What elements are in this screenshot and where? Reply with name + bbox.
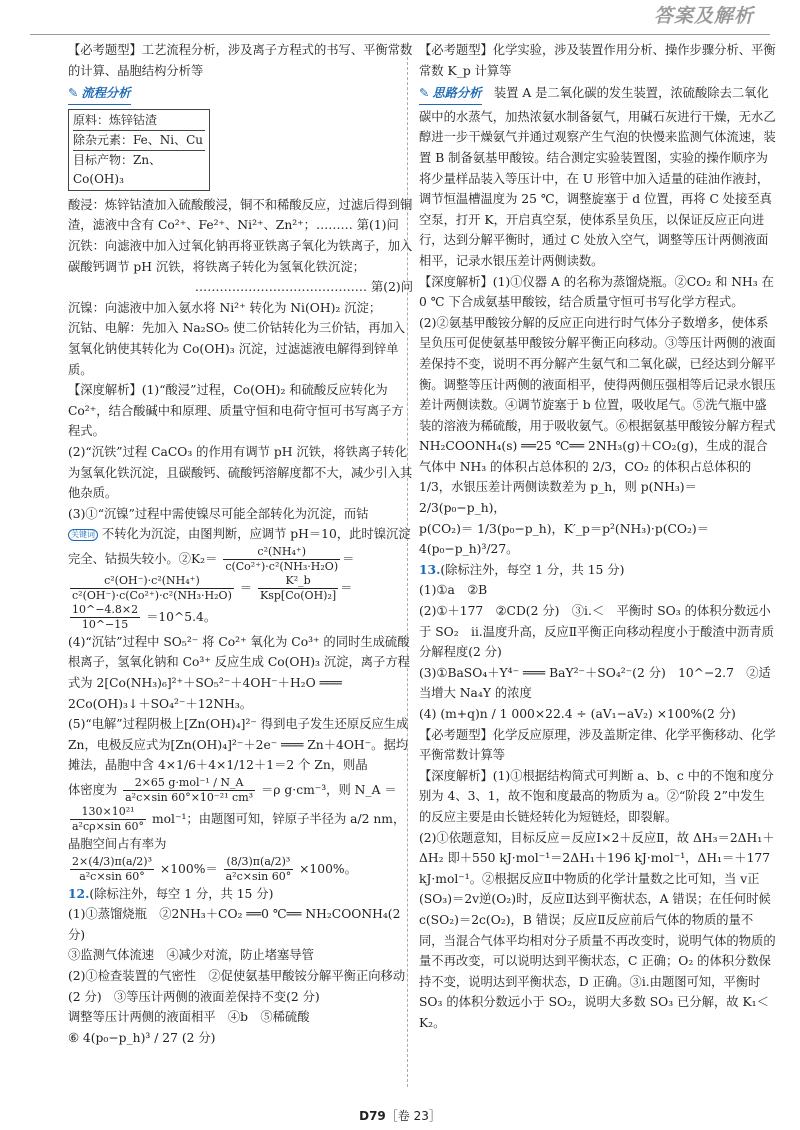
nickel-precip-text: 沉镍：向滤液中加入氨水将 Ni²⁺ 转化为 Ni(OH)₂ 沉淀； [68, 300, 382, 315]
deep-analysis-5: (5)“电解”过程阴极上[Zn(OH)₄]²⁻ 得到电子发生还原反应生成 Zn，电极反应式为[Zn(OH)₄]²⁻＋2e⁻ ═══ Zn＋4OH⁻。据均摊法，晶胞中含 4×1/6＋4×1/12＋1＝2 个 Zn，则晶 [68, 717, 409, 773]
keyword-stamp: 关键词 [68, 529, 98, 541]
iron-precip-ref: …………………………………… 第(2)问 [194, 280, 413, 295]
question-12-header: 12.(除标注外，每空 1 分，共 15 分) [68, 885, 274, 901]
box-raw-material: 原料：炼锌钴渣 [73, 111, 205, 131]
left-column [68, 40, 413, 1048]
k2-fraction: $\frac{\text{c²(NH₄⁺)}}{\text{c(Co²⁺)·c²(NH₃·H₂O)}}$ [225, 544, 339, 573]
box-impurities: 除杂元素：Fe、Ni、Cu [73, 131, 205, 151]
flow-info-box [68, 109, 210, 191]
deep-analysis-12-1: 【深度解析】(1)①仪器 A 的名称为蒸馏烧瓶。②CO₂ 和 NH₃ 在 0 ℃ 下合成氨基甲酸铵，结合质量守恒可书写化学方程式。 [419, 274, 774, 310]
occupancy-line: $\frac{\text{2×(4/3)π(a/2)³}}{\text{a²c×sin 60°}}$ ×100%＝ $\frac{\text{(8/3)π(a/2)³}}{\text{a²c×sin 60°}}$ ×100%。 [72, 854, 357, 883]
pen-icon: ✎ [419, 86, 430, 101]
deep-analysis-1: 【深度解析】(1)“酸浸”过程，Co(OH)₂ 和硫酸反应转化为 Co²⁺，结合酸碱中和原理、质量守恒和电荷守恒可书写离子方程式。 [68, 383, 404, 439]
q12-answer-4: 调整等压计两侧的液面相平 ④b ⑤稀硫酸 [68, 1010, 310, 1025]
deep-analysis-12-2: (2)②氨基甲酸铵分解的反应正向进行时气体分子数增多，使体系呈负压可促使氨基甲酸铵分解平衡正向移动。③等压计两侧的液面差保持不变，说明不再分解产生氨气和二氧化碳，已经达到分解平衡。调整等压计两侧的液面相平，使得两侧压强相等后记录水银压差计两侧读数。④调节旋塞于 b 位置，吸收尾气。⑤洗气瓶中盛装的溶液为稀硫酸，用于吸收氨气。⑥根据氨基甲酸铵分解方程式 [419, 315, 776, 433]
box-target-products: 目标产物：Zn、Co(OH)₃ [73, 152, 162, 186]
must-test-type-11: 【必考题型】工艺流程分析，涉及离子方程式的书写、平衡常数的计算、晶胞结构分析等 [68, 43, 413, 78]
q12-answer-3: (2)①检查装置的气密性 ②促使氨基甲酸铵分解平衡正向移动(2 分) ③等压计两侧的液面差保持不变(2 分) [68, 969, 406, 1004]
deep-analysis-13-1: 【深度解析】(1)①根据结构简式可判断 a、b、c 中的不饱和度分别为 4、3、1，故不饱和度最高的物质为 a。②“阶段 2”中发生的反应主要是由长链烃转化为短链烃，即裂解。 [419, 768, 774, 824]
volume-number: ［卷 23］ [385, 1109, 441, 1123]
k2-equation-line: $\frac{\text{c²(OH⁻)·c²(NH₄⁺)}}{\text{c²(OH⁻)·c(Co²⁺)·c²(NH₃·H₂O)}}$ ＝ $\frac{\text{K²\_b}}{\text{Ksp[Co(OH)₂]}}$ ＝ [72, 573, 353, 602]
deep-analysis-3b: 关键词 不转化为沉淀，由图判断，应调节 pH＝10，此时镍沉淀完全、钴损失较小。②K₂＝ $\frac{\text{c²(NH₄⁺)}}{\text{c(Co²⁺)·c²(NH₃·H₂O)}}$ ＝ [68, 527, 411, 573]
pen-icon: ✎ [68, 86, 79, 101]
q13-answer-4: (4) (m+q)n / 1 000×22.4 ÷ (aV₁−aV₂) ×100%(2 分) [419, 707, 736, 721]
thinking-analysis: ✎ 思路分析 装置 A 是二氧化碳的发生装置，浓硫酸除去二氧化碳中的水蒸气，加热浓氨水制备氨气，用碱石灰进行干燥，无水乙醇进一步干燥氨气并通过观察产生气泡的快慢来监测气体流速，装置 B 制备氨基甲酸铵。结合测定实验装置图，实验的操作顺序为将少量样品装入等压计中，在 U 形管中加入适量的硅油作液封，调节恒温槽温度为 25 ℃，调整旋塞于 d 位置，再将 C 处接至真空泵，打开 K，开启真空泵，使体系呈负压，以保证反应正向进行，达到分解平衡时，通过 C 处放入空气，调整等压计两侧液面相平，记录水银压差计两侧读数。 [419, 81, 777, 271]
deep-analysis-2: (2)“沉铁”过程 CaCO₃ 的作用有调节 pH 沉铁，将铁离子转化为氢氧化铁沉淀，且碳酸钙、硫酸钙溶解度都不大，减少引入其他杂质。 [68, 444, 413, 501]
q12-answer-2: ③监测气体流速 ④减少对流，防止堵塞导管 [68, 948, 314, 963]
deep-analysis-13-2: (2)①依题意知，目标反应＝反应Ⅰ×2＋反应Ⅱ，故 ΔH₃＝2ΔH₁＋ΔH₂ 即＋550 kJ·mol⁻¹＝2ΔH₁＋196 kJ·mol⁻¹，ΔH₁＝＋177 kJ·mol⁻¹。②根据反应Ⅱ中物质的化学计量数之比可知，当 v正(SO₃)＝2v逆(O₂)时，反应Ⅱ达到平衡状态，A 错误；在任何时候 c(SO₂)＝2c(O₂)，B 错误；反应Ⅱ反应前后气体的物质的量不同，当混合气体平均相对分子质量不再改变时，说明气体的物质的量不再改变，可以说明达到平衡状态，C 正确；O₂ 的体积分数保持不变，说明达到平衡状态，D 正确。③ⅰ.由题图可知，平衡时 SO₃ 的体积分数远小于 SO₂，说明大多数 SO₃ 已分解，故 K₁＜K₂。 [419, 830, 776, 1030]
cobalt-electrolysis-text: 沉钴、电解：先加入 Na₂SO₅ 使二价钴转化为三价钴，再加入氢氧化钠使其转化为 Co(OH)₃ 沉淀，过滤滤液电解得到锌单质。 [68, 321, 406, 377]
decomposition-equation: NH₂COONH₄(s) ══25 ℃══ 2NH₃(g)＋CO₂(g)，生成的混合气体中 NH₃ 的体积占总体积的 2/3，CO₂ 的体积占总体积的 [419, 439, 768, 474]
iron-precip-text: 沉铁：向滤液中加入过氧化钠再将亚铁离子氧化为铁离子，加入碳酸钙调节 pH 沉铁，将铁离子转化为氢氧化铁沉淀； [68, 238, 413, 274]
q13-answer-3: (3)①BaSO₄＋Y⁴⁻ ═══ BaY²⁻＋SO₄²⁻(2 分) 10^−2.7 ②适当增大 Na₄Y 的浓度 [419, 665, 771, 701]
flow-analysis-heading: ✎ 流程分析 [68, 83, 131, 105]
density-line: 体密度为 $\frac{\text{2×65 g·mol⁻¹ / N\_A}}{\text{a²c×sin 60°×10⁻²¹ cm³}}$ ＝ρ g·cm⁻³，则 N_A ＝ [68, 776, 397, 805]
q12-answer-5: ⑥ 4(p₀−p_h)³ / 27 (2 分) [68, 1030, 216, 1045]
partial-pressure-nh3: 1/3，水银压差计两侧读数差为 p_h，则 p(NH₃)＝ 2/3(p₀−p_h)， [419, 480, 697, 516]
must-test-type-13: 【必考题型】化学反应原理，涉及盖斯定律、化学平衡移动、化学平衡常数计算等 [419, 727, 776, 763]
page-footer [0, 1106, 800, 1127]
header-rule [30, 34, 770, 35]
must-test-type-12: 【必考题型】化学实验，涉及装置作用分析、操作步骤分析、平衡常数 K_p 计算等 [419, 43, 776, 78]
deep-analysis-4: (4)“沉钴”过程中 SO₅²⁻ 将 Co²⁺ 氧化为 Co³⁺ 的同时生成硫酸根离子，氢氧化钠和 Co³⁺ 反应生成 Co(OH)₃ 沉淀，离子方程式为 2[Co(NH₃)₆]²⁺＋SO₅²⁻＋4OH⁻＋H₂O ═══ 2Co(OH)₃↓＋SO₄²⁻＋12NH₃。 [68, 634, 410, 711]
partial-pressure-co2: p(CO₂)＝ 1/3(p₀−p_h)，K′_p＝p²(NH₃)·p(CO₂)＝ 4(p₀−p_h)³/27。 [419, 521, 710, 557]
q13-answer-1: (1)①a ②B [419, 583, 488, 598]
na-line: $\frac{\text{130×10²¹}}{\text{a²cρ×sin 60°}}$ mol⁻¹；由题图可知，锌原子半径为 a/2 nm，晶胞空间占有率为 [68, 805, 406, 852]
acid-leach-text: 酸浸：炼锌钴渣加入硫酸酸浸，铜不和稀酸反应，过滤后得到铜渣，滤液中含有 Co²⁺、Fe²⁺、Ni²⁺、Zn²⁺；……… 第(1)问 [68, 197, 413, 233]
q12-answer-1: (1)①蒸馏烧瓶 ②2NH₃＋CO₂ ══0 ℃══ NH₂COONH₄(2 分) [68, 907, 401, 942]
header-title: 答案及解析 [653, 5, 754, 27]
page-number: D79 [359, 1109, 386, 1123]
right-column [419, 40, 777, 1034]
deep-analysis-3a: (3)①“沉镍”过程中需使镍尽可能全部转化为沉淀，而钴 [68, 506, 369, 521]
q13-answer-2: (2)①＋177 ②CD(2 分) ③ⅰ.＜ 平衡时 SO₃ 的体积分数远小于 SO₂ ⅱ.温度升高，反应Ⅱ平衡正向移动程度小于酸渣中沥青质分解程度(2 分) [419, 604, 774, 660]
k2-result-line: $\frac{10\^{}-4.8\times 2}{10\^{}-15}$ ＝10^5.4。 [72, 602, 217, 631]
question-13-header: 13.(除标注外，每空 1 分，共 15 分) [419, 561, 625, 577]
thinking-heading: ✎ 思路分析 [419, 83, 482, 105]
